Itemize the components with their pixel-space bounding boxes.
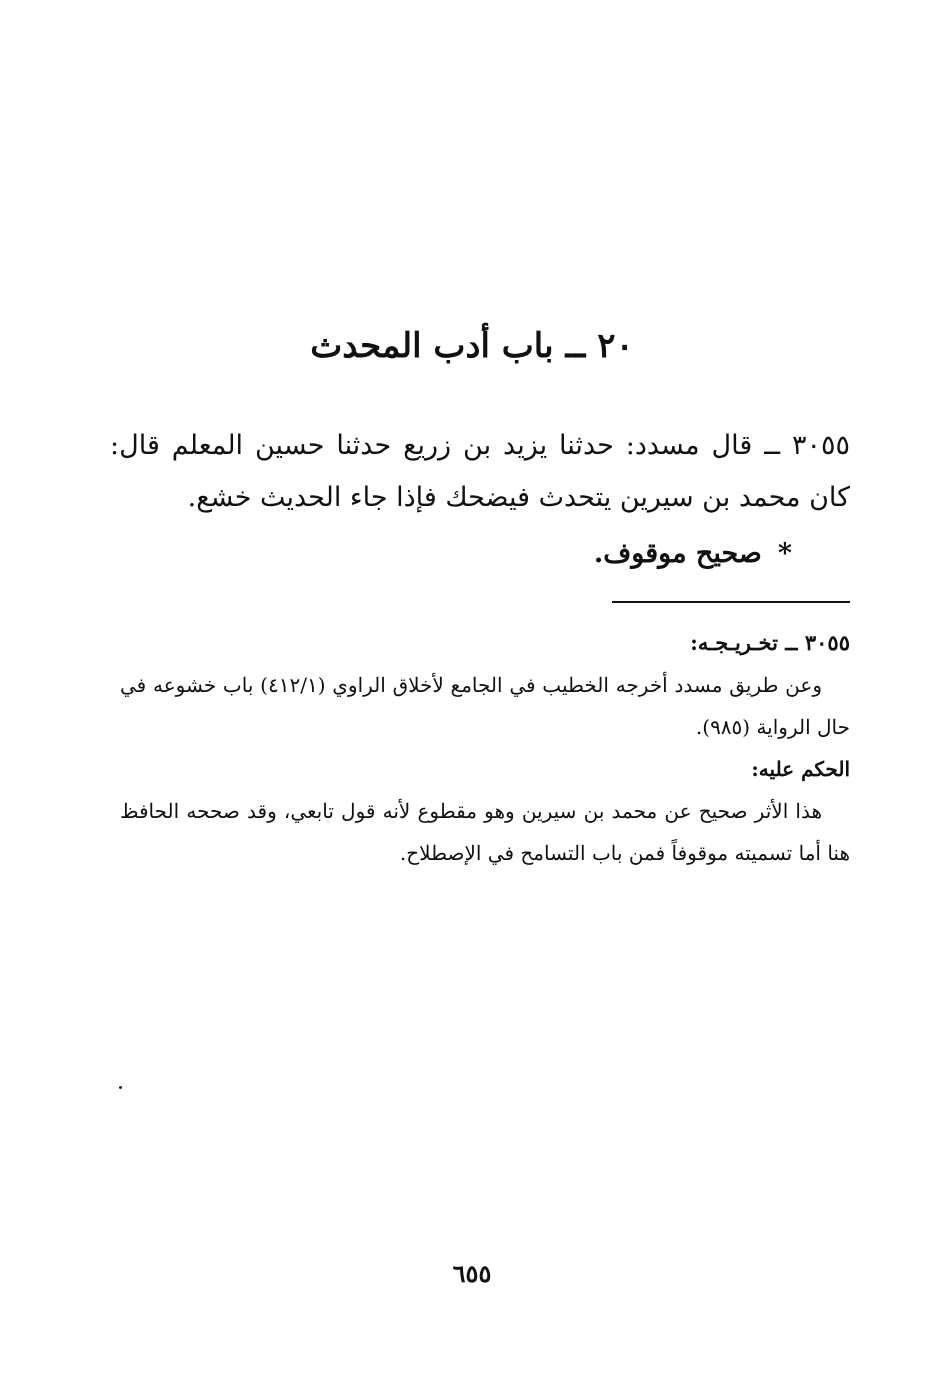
ruling-text: هذا الأثر صحيح عن محمد بن سيرين وهو مقطوع لأنه قول تابعي، وقد صححه الحافظ هنا أما تسميته موقوفاً فمن باب التسامح في الإصطلاح. (120, 799, 850, 865)
grade-text: صحيح موقوف. (593, 538, 762, 569)
footnote-separator (612, 601, 850, 603)
footnotes-section (120, 622, 850, 874)
scan-speck (119, 1086, 122, 1089)
takhrij-text: وعن طريق مسدد أخرجه الخطيب في الجامع لأخلاق الراوي (٤١٢/١) باب خشوعه في حال الرواية (٩٨٥). (120, 673, 850, 739)
chapter-title: ٢٠ ــ باب أدب المحدث (310, 325, 634, 366)
asterisk-icon: * (777, 538, 792, 569)
hadith-block (110, 420, 850, 524)
page-number: ٦٥٥ (452, 1259, 492, 1288)
ruling-heading: الحكم عليه: (751, 757, 850, 781)
hadith-grade (594, 530, 792, 578)
hadith-text: ٣٠٥٥ ــ قال مسدد: حدثنا يزيد بن زريع حدثنا حسين المعلم قال: كان محمد بن سيرين يتحدث فيضحك فإذا جاء الحديث خشع. (110, 430, 850, 513)
takhrij-heading: ٣٠٥٥ ــ تخـريـجـه: (690, 630, 850, 655)
